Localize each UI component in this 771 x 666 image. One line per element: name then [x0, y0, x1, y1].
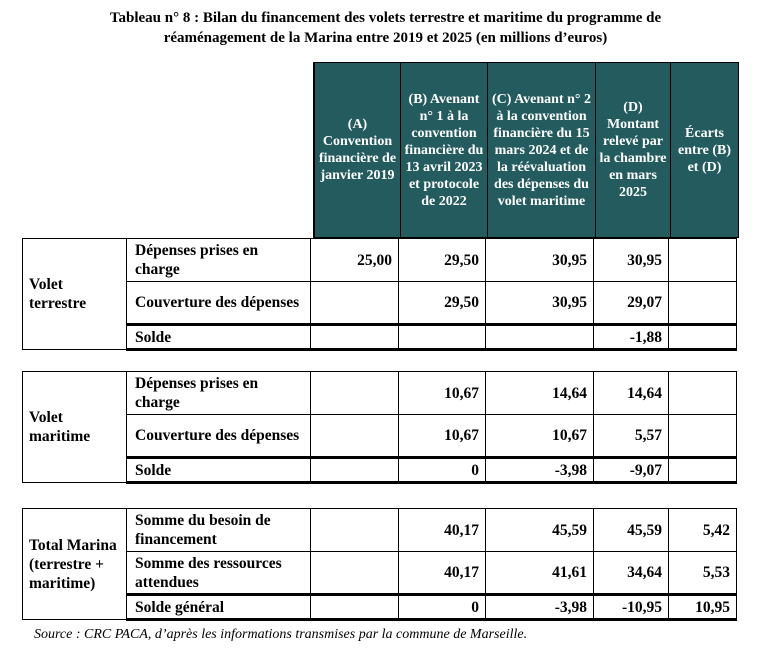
group-label: Total Marina (terrestre + maritime): [23, 509, 127, 620]
cell-d: 5,57: [594, 415, 669, 458]
block-volet-terrestre: [22, 238, 737, 351]
cell-d: 34,64: [594, 552, 669, 595]
row-label: Solde général: [127, 595, 311, 620]
cell-ecart: [669, 372, 737, 415]
cell-a: [311, 509, 399, 552]
cell-d: 30,95: [594, 239, 669, 282]
table-row: [23, 552, 737, 595]
cell-b: [399, 325, 486, 350]
cell-ecart: [669, 282, 737, 325]
cell-ecart: [669, 415, 737, 458]
cell-c: -3,98: [486, 595, 594, 620]
cell-a: [311, 552, 399, 595]
cell-c: 30,95: [486, 239, 594, 282]
column-header-row: [313, 62, 739, 238]
table-title-line2: réaménagement de la Marina entre 2019 et 2025 (en millions d’euros): [163, 30, 608, 46]
cell-ecart: 10,95: [669, 595, 737, 620]
cell-c: 10,67: [486, 415, 594, 458]
row-label: Somme des ressources attendues: [127, 552, 311, 595]
table-row: [23, 415, 737, 458]
cell-b: 40,17: [399, 552, 486, 595]
cell-ecart: [669, 325, 737, 350]
cell-b: 0: [399, 458, 486, 483]
block-total-marina: [22, 508, 737, 621]
cell-c: 30,95: [486, 282, 594, 325]
cell-c: 41,61: [486, 552, 594, 595]
cell-c: 45,59: [486, 509, 594, 552]
cell-d: -10,95: [594, 595, 669, 620]
cell-a: [311, 458, 399, 483]
row-label: Solde: [127, 458, 311, 483]
source-note: Source : CRC PACA, d’après les informations transmises par la commune de Marseille.: [34, 627, 528, 642]
cell-c: -3,98: [486, 458, 594, 483]
row-label: Somme du besoin de financement: [127, 509, 311, 552]
cell-c: 14,64: [486, 372, 594, 415]
table-row: [23, 239, 737, 282]
column-header-c: (C) Avenant n° 2 à la convention financière du 15 mars 2024 et de la réévaluation des dépenses du volet maritime: [488, 62, 596, 238]
column-header-b: (B) Avenant n° 1 à la convention financière du 13 avril 2023 et protocole de 2022: [401, 62, 488, 238]
cell-a: [311, 372, 399, 415]
cell-b: 29,50: [399, 239, 486, 282]
cell-ecart: 5,42: [669, 509, 737, 552]
cell-d: -9,07: [594, 458, 669, 483]
cell-a: [311, 282, 399, 325]
table-row: [23, 372, 737, 415]
table-title-line1: Tableau n° 8 : Bilan du financement des volets terrestre et maritime du programme de: [109, 10, 662, 26]
row-label: Dépenses prises en charge: [127, 372, 311, 415]
cell-d: 29,07: [594, 282, 669, 325]
row-label: Solde: [127, 325, 311, 350]
cell-c: [486, 325, 594, 350]
cell-b: 10,67: [399, 415, 486, 458]
cell-d: 14,64: [594, 372, 669, 415]
row-label: Couverture des dépenses: [127, 282, 311, 325]
cell-ecart: [669, 458, 737, 483]
column-header-ecarts: Écarts entre (B) et (D): [671, 62, 739, 238]
cell-ecart: 5,53: [669, 552, 737, 595]
cell-a: 25,00: [311, 239, 399, 282]
row-label: Dépenses prises en charge: [127, 239, 311, 282]
table-row-solde: [23, 458, 737, 483]
cell-a: [311, 415, 399, 458]
group-label: Volet maritime: [23, 372, 127, 483]
cell-d: 45,59: [594, 509, 669, 552]
table-row-solde: [23, 595, 737, 620]
row-label: Couverture des dépenses: [127, 415, 311, 458]
group-label: Volet terrestre: [23, 239, 127, 350]
table-row: [23, 282, 737, 325]
cell-b: 10,67: [399, 372, 486, 415]
column-header-a: (A) Convention financière de janvier 2019: [313, 62, 401, 238]
cell-b: 0: [399, 595, 486, 620]
cell-a: [311, 325, 399, 350]
column-header-d: (D) Montant relevé par la chambre en mars 2025: [596, 62, 671, 238]
cell-d: -1,88: [594, 325, 669, 350]
cell-b: 40,17: [399, 509, 486, 552]
table-row-solde: [23, 325, 737, 350]
cell-a: [311, 595, 399, 620]
cell-ecart: [669, 239, 737, 282]
cell-b: 29,50: [399, 282, 486, 325]
table-row: [23, 509, 737, 552]
table-title: [0, 8, 771, 48]
block-volet-maritime: [22, 371, 737, 484]
